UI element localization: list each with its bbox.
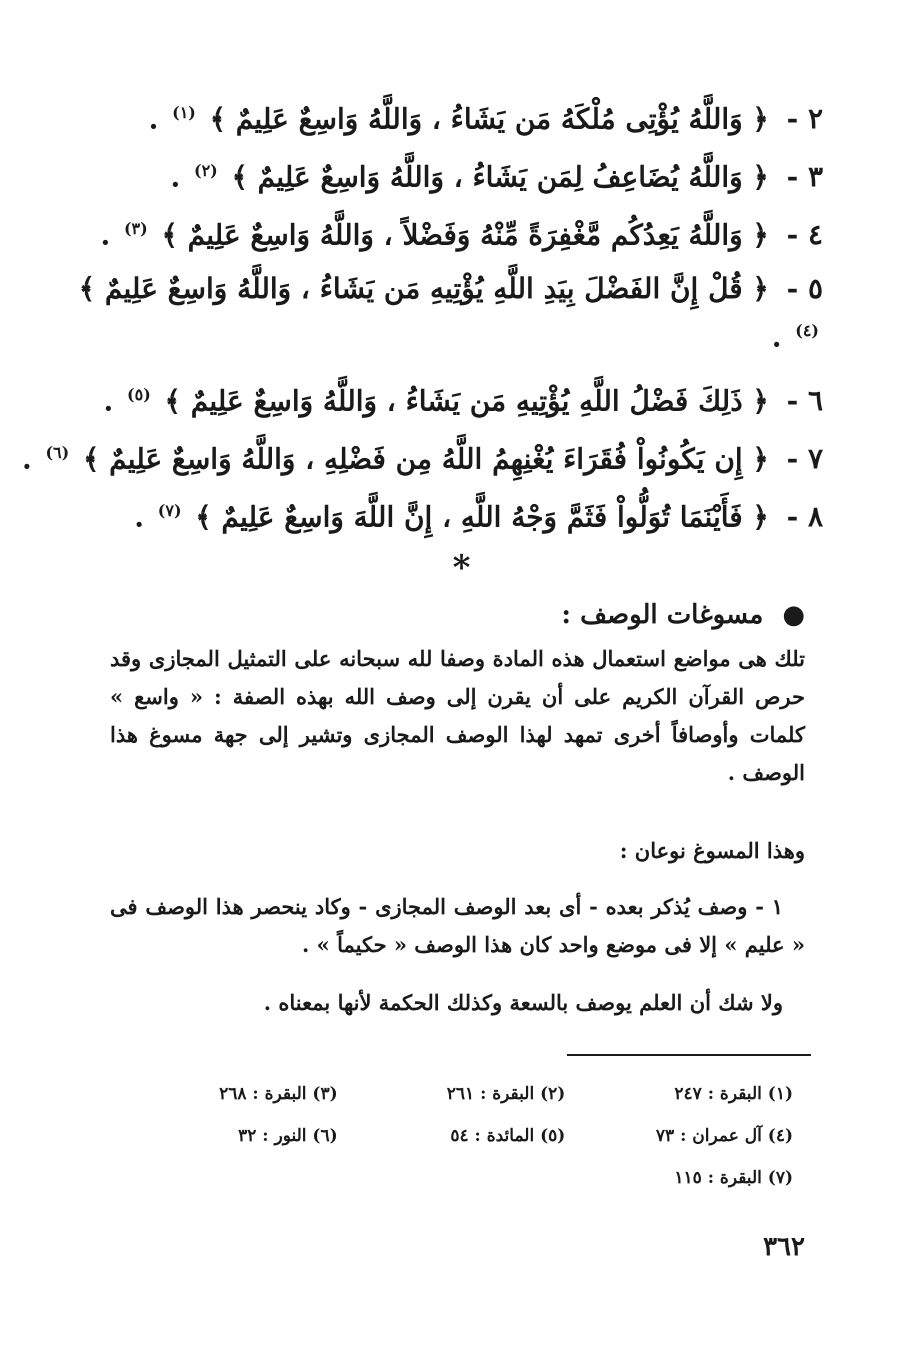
verse-end: .	[100, 218, 111, 252]
verse-number: ٢ -	[786, 102, 823, 136]
verse-number: ٤ -	[786, 218, 823, 252]
verse-line	[80, 374, 823, 422]
footnote-ref: (٣)	[123, 219, 148, 238]
page-number: ٣٦٢	[763, 1232, 805, 1262]
footnote-ref: (٦)	[45, 443, 70, 462]
verse-end: .	[771, 320, 782, 354]
verse-end: .	[148, 102, 159, 136]
footnote-ref: (٤)	[795, 321, 819, 340]
paragraph: وهذا المسوغ نوعان :	[619, 838, 805, 863]
verse-number: ٨ -	[786, 500, 823, 534]
section-separator: *	[452, 548, 471, 588]
verse-text: ﴿ فَأَيْنَمَا تُوَلُّواْ فَثَمَّ وَجْهُ اللَّهِ ، إِنَّ اللَّهَ وَاسِعٌ عَلِيمٌ ﴾	[195, 500, 769, 534]
footnote-divider	[567, 1054, 811, 1056]
paragraph: ولا شك أن العلم يوصف بالسعة وكذلك الحكمة لأنها بمعناه .	[263, 990, 783, 1015]
verse-number: ٧ -	[786, 442, 823, 476]
verse-text: ﴿ قُلْ إِنَّ الفَضْلَ بِيَدِ اللَّهِ يُؤْتِيهِ مَن يَشَاءُ ، وَاللَّهُ وَاسِعٌ عَلِيمٌ ﴾	[78, 272, 769, 305]
footnote: (١) البقرة : ٢٤٧	[674, 1084, 793, 1104]
footnotes	[110, 1078, 793, 1194]
verse-end: .	[134, 500, 145, 534]
verse-line	[80, 208, 823, 256]
footnote-ref: (٢)	[193, 161, 218, 180]
verse-line	[70, 268, 823, 358]
section-title: مسوغات الوصف :	[561, 600, 764, 630]
footnote: (٢) البقرة : ٢٦١	[446, 1084, 566, 1104]
verse-text: ﴿ إِن يَكُونُواْ فُقَرَاءَ يُغْنِهِمُ اللَّهُ مِن فَضْلِهِ ، وَاللَّهُ وَاسِعٌ عَلِيمٌ ﴾	[82, 442, 769, 476]
verse-text: ﴿ وَاللَّهُ يَعِدُكُم مَّغْفِرَةً مِّنْهُ وَفَضْلاً ، وَاللَّهُ وَاسِعٌ عَلِيمٌ ﴾	[161, 218, 769, 252]
footnote: (٥) المائدة : ٥٤	[450, 1126, 566, 1146]
footnote-ref: (١)	[172, 103, 196, 122]
verse-end: .	[103, 384, 114, 418]
verse-end: .	[21, 442, 32, 476]
paragraph: ١ - وصف يُذكر بعده - أى بعد الوصف المجازى - وكاد ينحصر هذا الوصف فى « عليم » إلا فى موضع واحد كان هذا الوصف « حكيماً » .	[110, 894, 805, 957]
footnote-ref: (٥)	[127, 385, 151, 404]
bullet-icon: ●	[782, 600, 805, 630]
verse-line	[21, 432, 823, 480]
verse-number: ٥ -	[786, 272, 823, 305]
verse-number: ٦ -	[786, 384, 823, 418]
footnote-ref: (٧)	[157, 501, 182, 520]
verse-line	[80, 150, 823, 198]
verse-end: .	[170, 160, 181, 194]
verse-text: ﴿ وَاللَّهُ يُؤْتِى مُلْكَهُ مَن يَشَاءُ ، وَاللَّهُ وَاسِعٌ عَلِيمٌ ﴾	[209, 102, 769, 136]
footnote: (٤) آل عمران : ٧٣	[655, 1126, 793, 1146]
paragraph: تلك هى مواضع استعمال هذه المادة وصفا لله سبحانه على التمثيل المجازى وقد حرص القرآن الكريم على أن يقرن إلى وصف الله بهذه الصفة : « واسع » كلمات وأوصافاً أخرى تمهد لهذا الوصف المجازى وتشير إلى جهة مسوغ هذا الوصف .	[110, 646, 805, 785]
verse-line	[80, 92, 823, 140]
verse-text: ﴿ ذَلِكَ فَضْلُ اللَّهِ يُؤْتِيهِ مَن يَشَاءُ ، وَاللَّهُ وَاسِعٌ عَلِيمٌ ﴾	[164, 384, 769, 418]
verse-text: ﴿ وَاللَّهُ يُضَاعِفُ لِمَن يَشَاءُ ، وَاللَّهُ وَاسِعٌ عَلِيمٌ ﴾	[231, 160, 769, 194]
footnote: (٣) البقرة : ٢٦٨	[219, 1084, 338, 1104]
section-heading	[561, 600, 805, 630]
footnote: (٧) البقرة : ١١٥	[674, 1168, 793, 1188]
verse-line	[80, 490, 823, 538]
verse-number: ٣ -	[786, 160, 823, 194]
footnote: (٦) النور : ٣٢	[238, 1126, 338, 1146]
